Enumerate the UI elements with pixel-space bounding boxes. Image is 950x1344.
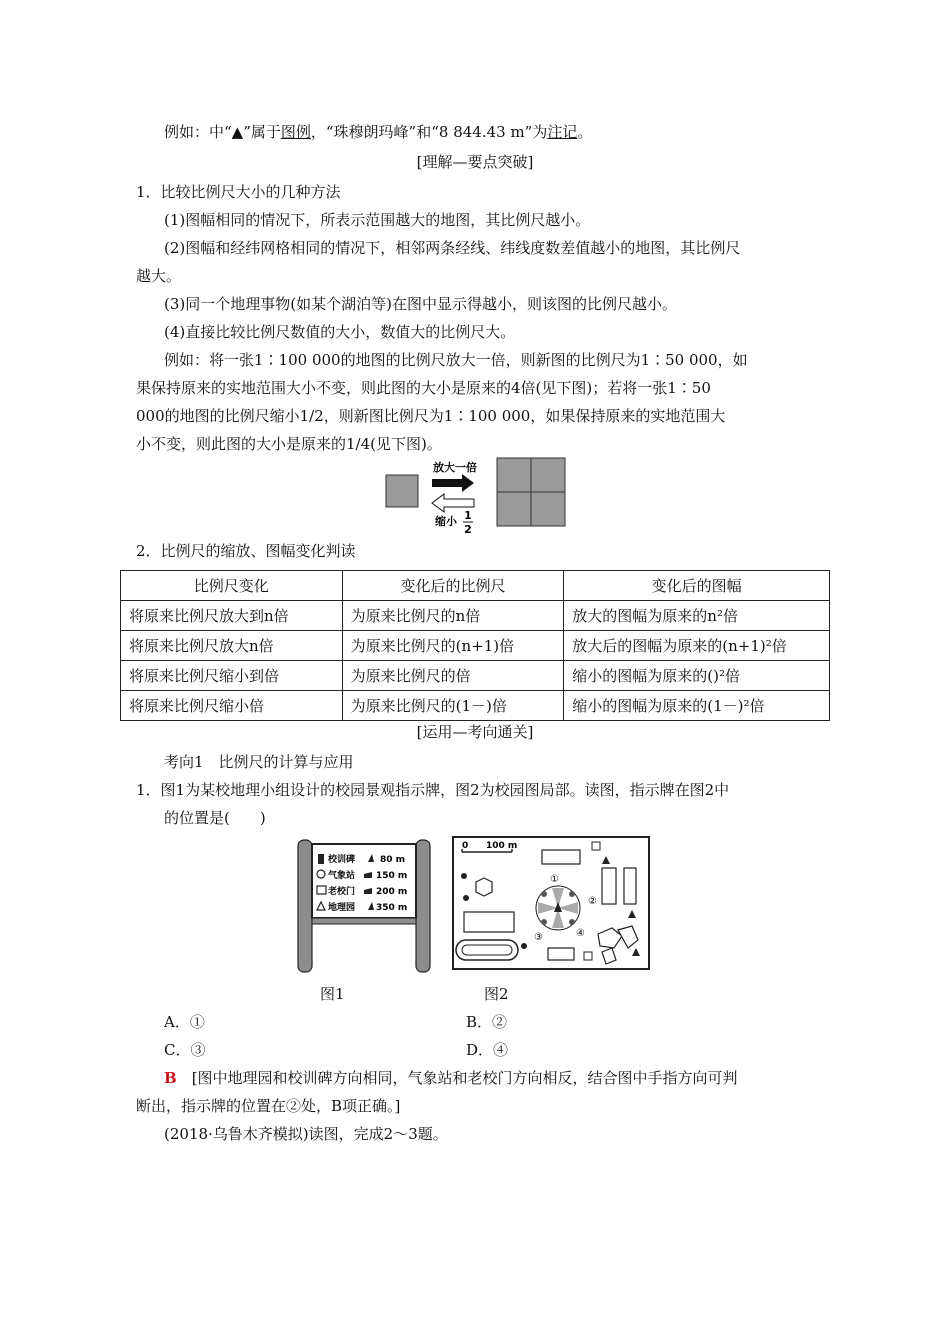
tree-icon — [541, 919, 547, 925]
sign-place: 气象站 — [328, 871, 356, 881]
point-1: (1)图幅相同的情况下，所表示范围越大的地图，其比例尺越小。 — [164, 211, 591, 229]
heading-2: 2．比例尺的缩放、图幅变化判读 — [136, 542, 356, 560]
weather-station — [476, 878, 492, 896]
frac-den: 2 — [464, 523, 472, 535]
term-legend: 图例 — [280, 123, 311, 141]
table-cell: 为原来比例尺的(1－)倍 — [342, 691, 564, 721]
point-2a: (2)图幅和经纬网格相同的情况下，相邻两条经线、纬线度数差值越小的地图，其比例尺 — [164, 239, 741, 257]
table-header: 变化后的图幅 — [564, 571, 830, 601]
text: 。 — [577, 123, 593, 141]
central-plaza — [536, 886, 580, 930]
table-cell: 为原来比例尺的n倍 — [342, 601, 564, 631]
table-cell: 将原来比例尺缩小到倍 — [121, 661, 343, 691]
scale-change-table — [120, 570, 830, 721]
table-cell: 缩小的图幅为原来的()²倍 — [564, 661, 830, 691]
marker-1: ① — [550, 874, 559, 885]
table-cell: 为原来比例尺的(n+1)倍 — [342, 631, 564, 661]
answer-letter: B — [164, 1069, 177, 1087]
option-d: D．④ — [466, 1041, 509, 1059]
small-square — [386, 475, 418, 507]
question-1-line-1: 1．图1为某校地理小组设计的校园景观指示牌，图2为校园图局部。读图，指示牌在图2中 — [136, 781, 730, 799]
enlarge-label: 放大一倍 — [433, 461, 477, 474]
monument-icon — [318, 854, 324, 864]
text: ，“珠穆朗玛峰”和“8 844.43 m”为 — [310, 123, 548, 141]
table-cell: 缩小的图幅为原来的(1－)²倍 — [564, 691, 830, 721]
figure-2-caption: 图2 — [484, 985, 509, 1003]
option-a: A．① — [164, 1013, 205, 1031]
table-cell: 将原来比例尺放大到n倍 — [121, 601, 343, 631]
section-title-apply: [运用—考向通关] — [416, 723, 534, 741]
example-line-2: 果保持原来的实地范围大小不变，则此图的大小是原来的4倍(见下图)；若将一张1∶50 — [136, 379, 711, 397]
left-post — [298, 840, 312, 972]
building — [464, 912, 514, 932]
building — [542, 850, 580, 864]
sign-dist: 350 m — [376, 903, 408, 913]
intro-example-line — [164, 122, 592, 142]
figure-2-campus-map — [452, 836, 650, 970]
playground — [456, 940, 518, 960]
figure-1-caption: 图1 — [320, 985, 345, 1003]
table-row — [121, 631, 830, 661]
next-question-intro: (2018·乌鲁木齐模拟)读图，完成2～3题。 — [164, 1125, 448, 1143]
table-header: 变化后的比例尺 — [342, 571, 564, 601]
sign-place: 校训碑 — [328, 855, 356, 865]
marker-4: ④ — [576, 928, 585, 939]
table-cell: 放大的图幅为原来的n²倍 — [564, 601, 830, 631]
marker-3: ③ — [534, 932, 543, 943]
answer-line-2: 断出，指示牌的位置在②处，B项正确。] — [136, 1097, 401, 1115]
point-3: (3)同一个地理事物(如某个湖泊等)在图中显示得越小，则该图的比例尺越小。 — [164, 295, 677, 313]
scale-change-figure — [380, 455, 570, 535]
old-gate — [548, 948, 574, 960]
tree-icon — [541, 891, 547, 897]
topic-title: 考向1 比例尺的计算与应用 — [164, 753, 354, 771]
sign-base — [312, 918, 416, 924]
table-row — [121, 661, 830, 691]
tree-icon — [521, 943, 527, 949]
table-row — [121, 691, 830, 721]
shrink-label: 缩小 — [435, 515, 457, 528]
example-line-1: 例如：将一张1∶100 000的地图的比例尺放大一倍，则新图的比例尺为1∶50 000，如 — [164, 351, 748, 369]
figure-1-signboard — [296, 838, 432, 974]
text: 例如：中“▲”属于 — [164, 123, 281, 141]
sign-dist: 200 m — [376, 887, 408, 897]
right-post — [416, 840, 430, 972]
sign-dist: 80 m — [380, 855, 406, 865]
sign-place: 老校门 — [328, 887, 356, 897]
heading-1: 1．比较比例尺大小的几种方法 — [136, 183, 341, 201]
point-4: (4)直接比较比例尺数值的大小，数值大的比例尺大。 — [164, 323, 516, 341]
answer-line-1 — [164, 1068, 738, 1088]
question-1-line-2: 的位置是( ) — [164, 809, 266, 827]
table-row — [121, 601, 830, 631]
sign-dist: 150 m — [376, 871, 408, 881]
term-annotation: 注记 — [547, 123, 578, 141]
option-c: C．③ — [164, 1041, 206, 1059]
section-title-understand: [理解—要点突破] — [416, 153, 534, 171]
example-line-4: 小不变，则此图的大小是原来的1/4(见下图)。 — [136, 435, 442, 453]
table-cell: 将原来比例尺缩小倍 — [121, 691, 343, 721]
example-line-3: 000的地图的比例尺缩小1/2，则新图比例尺为1∶100 000，如果保持原来的实地范围大 — [136, 407, 726, 425]
sign-place: 地理园 — [328, 903, 356, 913]
option-b: B．② — [466, 1013, 508, 1031]
tree-icon — [463, 895, 469, 901]
table-header: 比例尺变化 — [121, 571, 343, 601]
tree-icon — [569, 891, 575, 897]
building — [602, 868, 616, 904]
scale-zero: 0 — [462, 841, 469, 851]
table-cell: 将原来比例尺放大n倍 — [121, 631, 343, 661]
right-arrow-icon — [432, 474, 474, 492]
tree-icon — [461, 873, 467, 879]
marker-2: ② — [588, 896, 597, 907]
point-2b: 越大。 — [136, 267, 182, 285]
frac-num: 1 — [464, 509, 472, 522]
table-cell: 放大后的图幅为原来的(n+1)²倍 — [564, 631, 830, 661]
table-cell: 为原来比例尺的倍 — [342, 661, 564, 691]
building — [624, 868, 636, 904]
scale-length: 100 m — [486, 841, 518, 851]
tree-icon — [569, 919, 575, 925]
answer-explanation: [图中地理园和校训碑方向相同，气象站和老校门方向相反，结合图中手指方向可判 — [176, 1069, 738, 1087]
table-header-row — [121, 571, 830, 601]
